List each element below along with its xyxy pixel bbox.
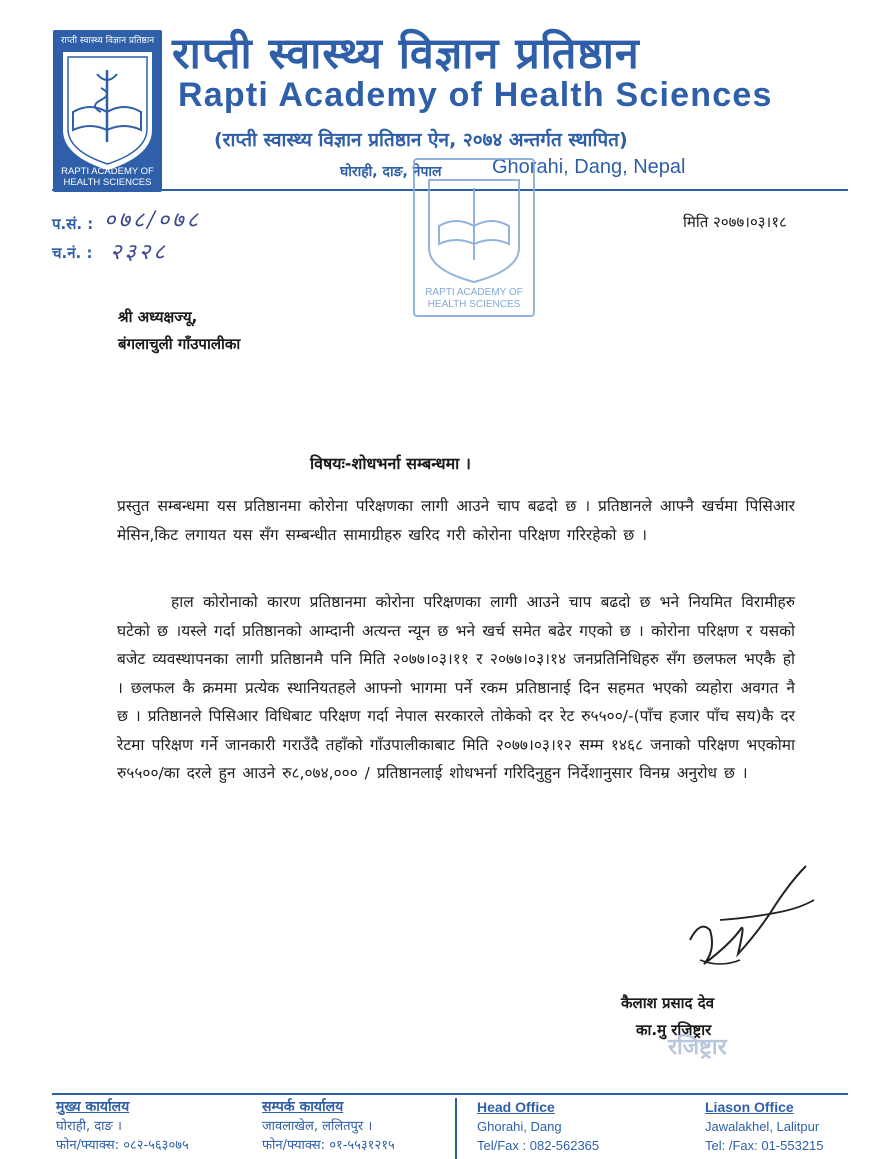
registrar-rubber-stamp: रजिष्ट्रार xyxy=(668,1035,727,1060)
stamp-caption-line1: RAPTI ACADEMY OF xyxy=(425,287,523,298)
footer-head-office xyxy=(477,1098,599,1155)
contact-office-title: सम्पर्क कार्यालय xyxy=(262,1099,344,1115)
address-nepali: घोराही, दाङ, नेपाल xyxy=(340,164,442,180)
institution-logo xyxy=(53,30,162,192)
contact-office-line1: जावलाखेल, ललितपुर । xyxy=(262,1119,373,1134)
footer-divider xyxy=(52,1093,848,1095)
body-paragraph-2: हाल कोरोनाको कारण प्रतिष्ठानमा कोरोना परिक्षणका लागी आउने चाप बढदो छ भने नियमित विरामीहरु घटेको छ ।यस्ले गर्दा प्रतिष्ठानको आम्दानी अत्यन्त न्यून छ भने खर्च समेत बढेर गएको छ । कोरोना परिक्षण र यसको बजेट व्यवस्थापनका लागी प्रतिष्ठानमै पनि मिति २०७७।०३।११ र २०७७।०३।१४ जनप्रतिनिधिहरु सँग छलफल भएकै हो । छलफल कै क्रममा प्रत्येक स्थानियतहले आफ्नो भागमा पर्ने रकम प्रतिष्ठानाई दिन सहमत भएको व्यहोरा अवगत नै छ । प्रतिष्ठानले पिसिआर विधिबाट परिक्षण गर्दा नेपाल सरकारले तोकेको दर रेट रु५५००/-(पाँच हजार पाँच सय)कै दर रेटमा परिक्षण गर्ने जानकारी गराउँदै तहाँको गाँउपालीकाबाट मिति २०७७।०३।१२ सम्म १४६८ जनाको परिक्षण भएकोमा रु५५००/का दरले हुन आउने रु८,०७४,००० / प्रतिष्ठानलाई शोधभर्ना गरिदिनुहुन निर्देशानुसार विनम्र अनुरोध छ । xyxy=(117,593,795,782)
main-office-line2: फोन/फ्याक्स: ०८२-५६३०७५ xyxy=(56,1138,189,1153)
footer-separator xyxy=(455,1098,457,1159)
handwritten-signature xyxy=(680,860,820,990)
main-office-title: मुख्य कार्यालय xyxy=(56,1099,130,1115)
institution-name-english: Rapti Academy of Health Sciences xyxy=(178,76,773,114)
recipient-line-1: श्री अध्यक्षज्यू, xyxy=(118,308,198,326)
liason-office-line2: Tel: /Fax: 01-553215 xyxy=(705,1138,824,1153)
main-office-line1: घोराही, दाङ । xyxy=(56,1119,122,1134)
footer-contact-office xyxy=(262,1098,395,1155)
contact-office-line2: फोन/फ्याक्स: ०१-५५३१२१५ xyxy=(262,1138,395,1153)
signatory-name: कैलाश प्रसाद देव xyxy=(621,994,715,1012)
logo-arc-text: राप्ती स्वास्थ्य विज्ञान प्रतिष्ठान xyxy=(60,36,155,46)
establishment-act: (राप्ती स्वास्थ्य विज्ञान प्रतिष्ठान ऐन, २०७४ अन्तर्गत स्थापित) xyxy=(214,129,628,151)
cn-label: च.नं. : xyxy=(52,244,93,262)
head-office-title: Head Office xyxy=(477,1099,555,1115)
footer-main-office xyxy=(56,1098,189,1155)
footer-liason-office xyxy=(705,1098,824,1155)
stamp-caption-line2: HEALTH SCIENCES xyxy=(427,299,521,310)
liason-office-title: Liason Office xyxy=(705,1099,794,1115)
institution-name-nepali: राप्ती स्वास्थ्य विज्ञान प्रतिष्ठान xyxy=(172,29,640,79)
letter-date: मिति २०७७।०३।१८ xyxy=(683,213,787,231)
body-paragraph-1: प्रस्तुत सम्बन्धमा यस प्रतिष्ठानमा कोरोना परिक्षणका लागी आउने चाप बढदो छ । प्रतिष्ठानले आफ्नै खर्चमा पिसिआर मेसिन,किट लगायत यस सँग सम्बन्धीत सामाग्रीहरु खरिद गरी कोरोना परिक्षण गरिरहेको छ । xyxy=(117,497,795,544)
ps-label: प.सं. : xyxy=(52,215,94,233)
ps-value: ०७८/०७८ xyxy=(104,208,202,233)
liason-office-line1: Jawalakhel, Lalitpur xyxy=(705,1119,820,1134)
head-office-line2: Tel/Fax : 082-562365 xyxy=(477,1138,600,1153)
address-english: Ghorahi, Dang, Nepal xyxy=(492,156,686,178)
recipient-line-2: बंगलाचुली गाँउपालीका xyxy=(118,335,241,353)
head-office-line1: Ghorahi, Dang xyxy=(477,1119,562,1134)
signatory-title: का.मु रजिष्ट्रार xyxy=(636,1021,712,1039)
office-stamp xyxy=(413,158,535,317)
logo-caption: RAPTI ACADEMY OF HEALTH SCIENCES xyxy=(61,166,154,188)
letter-subject: विषयः-शोधभर्ना सम्बन्धमा । xyxy=(310,454,471,473)
cn-value: २३२८ xyxy=(110,240,168,265)
